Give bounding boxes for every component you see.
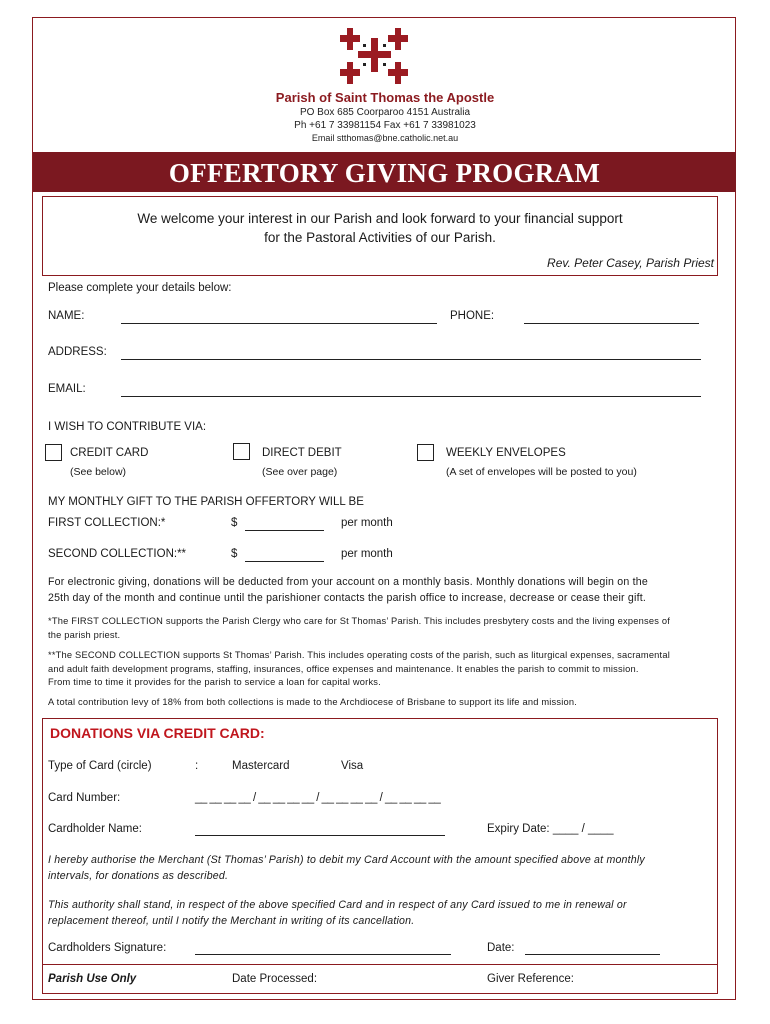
credit-card-option-note: (See below): [70, 466, 127, 478]
authority-text: This authority shall stand, in respect of the above specified Card and in respect of any Card issued to me in renewal or replacement thereof, until I notify the Merchant in writing of its cancellation.: [48, 899, 627, 927]
cardholder-name-field[interactable]: [195, 835, 445, 836]
email-field[interactable]: [121, 396, 701, 397]
gift-heading: MY MONTHLY GIFT TO THE PARISH OFFERTORY WILL BE: [48, 496, 364, 508]
first-collection-per-month: per month: [341, 517, 393, 529]
first-collection-currency: $: [231, 517, 238, 529]
levy-note: A total contribution levy of 18% from both collections is made to the Archdiocese of Brisbane to support its life and mission.: [48, 697, 578, 707]
mastercard-option[interactable]: Mastercard: [232, 760, 290, 772]
cardholder-name-label: Cardholder Name:: [48, 823, 142, 835]
authorisation-text: I hereby authorise the Merchant (St Thomas’ Parish) to debit my Card Account with the amount specified above at monthly intervals, for donations as described.: [48, 854, 645, 882]
direct-debit-checkbox[interactable]: [233, 443, 250, 460]
name-field[interactable]: [121, 323, 437, 324]
card-type-label: Type of Card (circle): [48, 760, 152, 772]
date-field[interactable]: [525, 954, 660, 955]
direct-debit-option-label: DIRECT DEBIT: [262, 447, 342, 459]
email-label: EMAIL:: [48, 383, 86, 395]
parish-email: Email stthomas@bne.catholic.net.au: [311, 133, 459, 143]
electronic-giving-note: For electronic giving, donations will be deducted from your account on a monthly basis. Monthly donations will begin on the 25th day of the month and continue until the parishioner contacts the parish office to increase, decrease or cease their gift.: [48, 576, 648, 604]
expiry-date-field[interactable]: Expiry Date: ____ / ____: [487, 823, 614, 835]
priest-signoff: Rev. Peter Casey, Parish Priest: [547, 256, 714, 270]
second-collection-currency: $: [231, 548, 238, 560]
phone-label: PHONE:: [450, 310, 495, 322]
details-intro: Please complete your details below:: [48, 282, 232, 294]
direct-debit-option-note: (See over page): [262, 466, 338, 478]
date-label: Date:: [487, 942, 515, 954]
welcome-line-1: We welcome your interest in our Parish and look forward to your financial support: [137, 211, 623, 226]
name-label: NAME:: [48, 310, 85, 322]
card-type-colon: :: [195, 760, 199, 772]
parish-name: Parish of Saint Thomas the Apostle: [275, 90, 495, 105]
giver-reference-label: Giver Reference:: [487, 973, 574, 985]
po-box: PO Box 685 Coorparoo 4151 Australia: [299, 107, 471, 118]
second-collection-note: **The SECOND COLLECTION supports St Thomas’ Parish. This includes operating costs of the parish, such as liturgical expenses, sacramental and adult faith development programs, staffing, insurances, office expenses and maintenance. It enables the parish to commit to mission. From time to time it provides for the parish to service a loan for capital works.: [48, 650, 670, 687]
weekly-envelopes-option-note: (A set of envelopes will be posted to you): [446, 466, 637, 478]
phone-field[interactable]: [524, 323, 699, 324]
second-collection-per-month: per month: [341, 548, 393, 560]
parish-use-divider: [42, 964, 718, 965]
visa-option[interactable]: Visa: [341, 760, 364, 772]
contribute-heading: I WISH TO CONTRIBUTE VIA:: [48, 421, 207, 433]
date-processed-label: Date Processed:: [232, 973, 318, 985]
address-field[interactable]: [121, 359, 701, 360]
signature-field[interactable]: [195, 954, 451, 955]
second-collection-amount-field[interactable]: [245, 561, 324, 562]
credit-card-option-label: CREDIT CARD: [70, 447, 149, 459]
signature-label: Cardholders Signature:: [48, 942, 167, 954]
weekly-envelopes-option-label: WEEKLY ENVELOPES: [446, 447, 566, 459]
first-collection-amount-field[interactable]: [245, 530, 324, 531]
jerusalem-cross-icon: [340, 24, 412, 88]
card-number-label: Card Number:: [48, 792, 121, 804]
credit-card-title: DONATIONS VIA CREDIT CARD:: [50, 725, 265, 741]
second-collection-label: SECOND COLLECTION:**: [48, 548, 187, 560]
parish-use-only-label: Parish Use Only: [48, 973, 137, 985]
page-title: OFFERTORY GIVING PROGRAM: [33, 152, 736, 192]
card-number-field[interactable]: __ __ __ __ / __ __ __ __ / __ __ __ __ / __ __ __ __: [195, 792, 441, 804]
credit-card-checkbox[interactable]: [45, 444, 62, 461]
welcome-line-2: for the Pastoral Activities of our Parish.: [264, 230, 496, 245]
address-label: ADDRESS:: [48, 346, 107, 358]
phone-fax: Ph +61 7 33981154 Fax +61 7 33981023: [294, 120, 476, 131]
weekly-envelopes-checkbox[interactable]: [417, 444, 434, 461]
first-collection-note: *The FIRST COLLECTION supports the Parish Clergy who care for St Thomas’ Parish. This includes presbytery costs and the living expenses of the parish priest.: [48, 616, 670, 640]
first-collection-label: FIRST COLLECTION:*: [48, 517, 166, 529]
